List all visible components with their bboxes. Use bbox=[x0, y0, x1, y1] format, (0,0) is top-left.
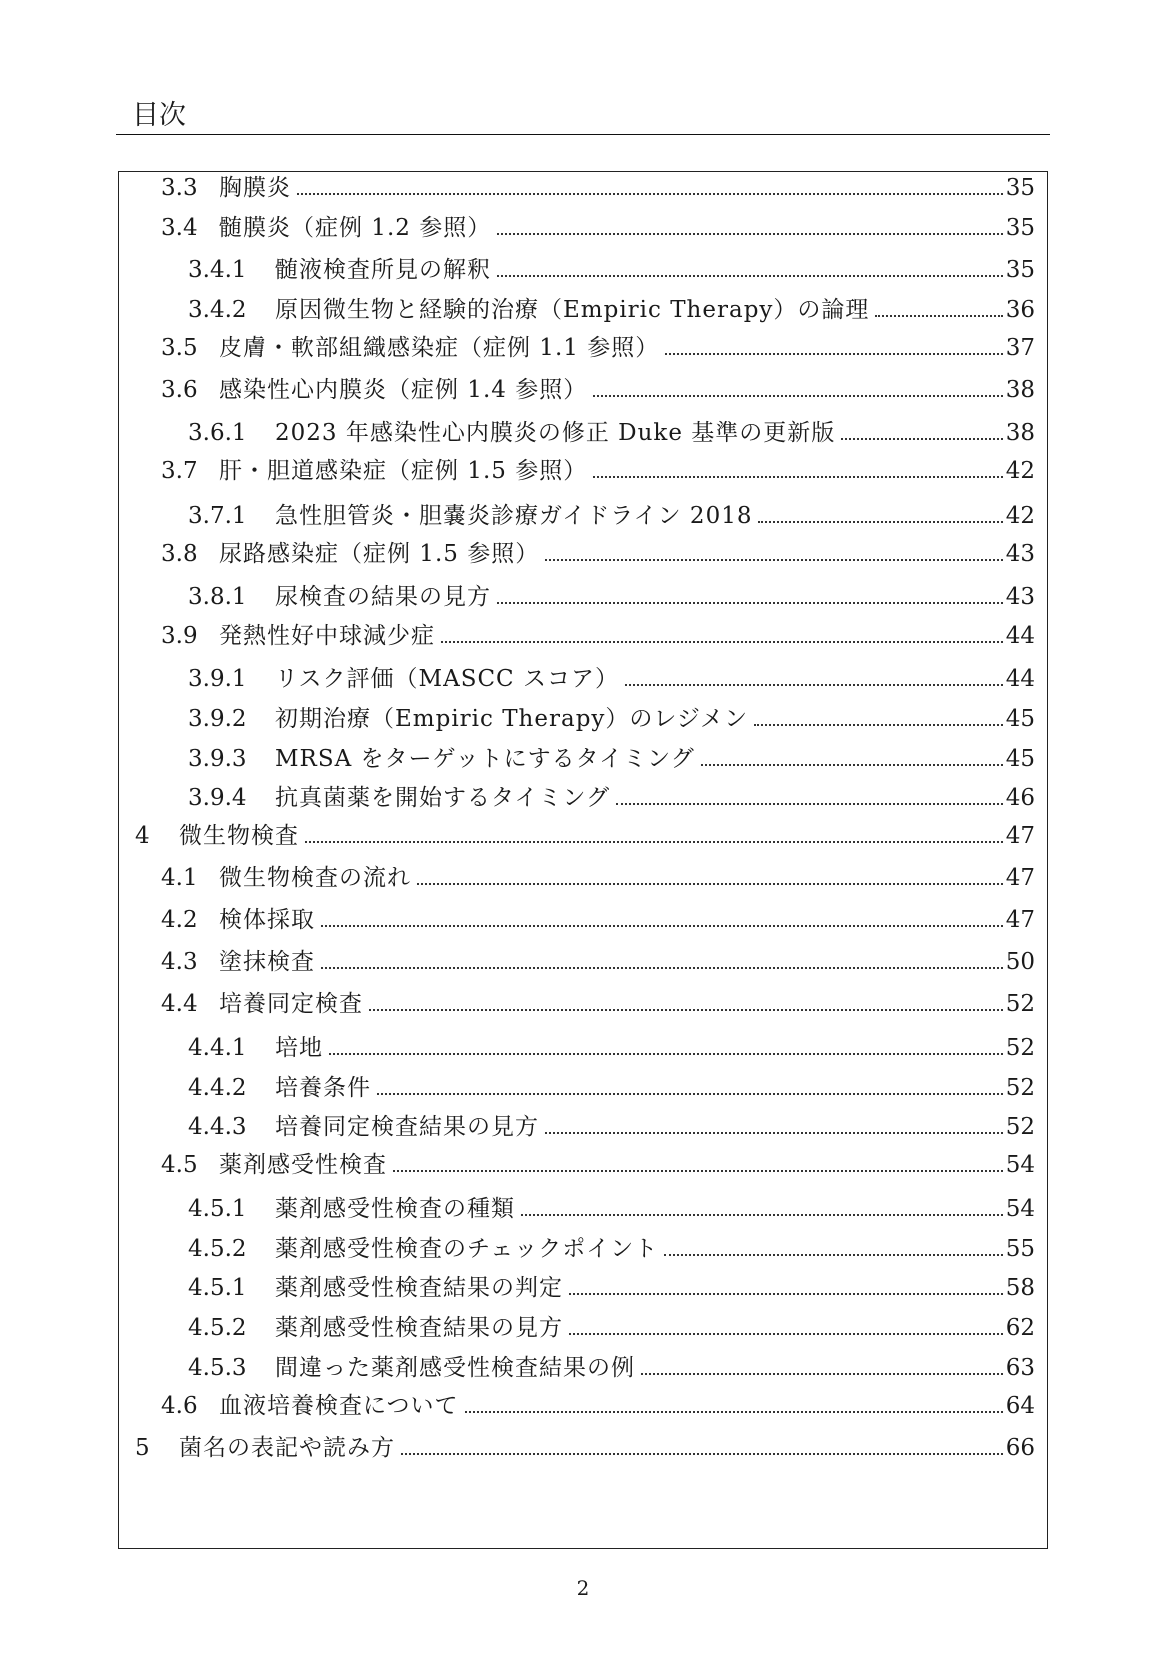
toc-entry-page: 63 bbox=[1005, 1355, 1035, 1381]
toc-entry-title: 培養条件 bbox=[275, 1075, 371, 1101]
toc-entry[interactable] bbox=[119, 663, 1047, 695]
toc-entry-number: 4.5 bbox=[161, 1152, 198, 1178]
toc-entry-page: 62 bbox=[1005, 1315, 1035, 1341]
toc-entry-title: 薬剤感受性検査の種類 bbox=[275, 1196, 515, 1222]
toc-entry-title: 発熱性好中球減少症 bbox=[219, 623, 435, 649]
toc-entry-title: 抗真菌薬を開始するタイミング bbox=[275, 785, 611, 811]
toc-entry[interactable] bbox=[119, 1032, 1047, 1064]
toc-entry[interactable] bbox=[119, 1111, 1047, 1143]
toc-entry-title: 尿路感染症（症例 1.5 参照） bbox=[219, 541, 540, 567]
toc-entry-page: 64 bbox=[1005, 1393, 1035, 1419]
toc-entry[interactable] bbox=[119, 988, 1047, 1020]
leader-dots bbox=[616, 803, 1003, 805]
toc-entry-page: 46 bbox=[1005, 785, 1035, 811]
toc-entry-title: 塗抹検査 bbox=[219, 949, 315, 975]
leader-dots bbox=[701, 764, 1003, 766]
toc-entry[interactable] bbox=[119, 294, 1047, 326]
toc-entry-number: 4.2 bbox=[161, 907, 198, 933]
leader-dots bbox=[393, 1170, 1003, 1172]
toc-entry-number: 3.9.1 bbox=[188, 666, 247, 692]
toc-box bbox=[118, 171, 1048, 1549]
leader-dots bbox=[665, 353, 1003, 355]
toc-entry[interactable] bbox=[119, 946, 1047, 978]
toc-entry-page: 35 bbox=[1005, 215, 1035, 241]
toc-entry[interactable] bbox=[119, 620, 1047, 652]
toc-entry-title: 間違った薬剤感受性検査結果の例 bbox=[275, 1355, 635, 1381]
toc-entry-title: 髄液検査所見の解釈 bbox=[275, 257, 491, 283]
leader-dots bbox=[497, 602, 1003, 604]
toc-entry[interactable] bbox=[119, 500, 1047, 532]
toc-entry-title: 培養同定検査 bbox=[219, 991, 363, 1017]
leader-dots bbox=[329, 1053, 1003, 1055]
toc-entry-title: 原因微生物と経験的治療（Empiric Therapy）の論理 bbox=[275, 297, 870, 323]
toc-entry[interactable] bbox=[119, 904, 1047, 936]
leader-dots bbox=[465, 1411, 1003, 1413]
toc-entry-page: 36 bbox=[1005, 297, 1035, 323]
toc-entry[interactable] bbox=[119, 1432, 1047, 1464]
leader-dots bbox=[593, 476, 1003, 478]
toc-entry-number: 3.6.1 bbox=[188, 420, 247, 446]
toc-entry-page: 47 bbox=[1005, 823, 1035, 849]
toc-entry-page: 54 bbox=[1005, 1196, 1035, 1222]
toc-entry[interactable] bbox=[119, 1233, 1047, 1265]
leader-dots bbox=[841, 438, 1002, 440]
toc-entry-title: 薬剤感受性検査結果の見方 bbox=[275, 1315, 563, 1341]
toc-entry[interactable] bbox=[119, 172, 1047, 204]
toc-entry-number: 3.4.2 bbox=[188, 297, 247, 323]
toc-entry[interactable] bbox=[119, 820, 1047, 852]
toc-entry-page: 43 bbox=[1005, 584, 1035, 610]
toc-entry-number: 3.9.2 bbox=[188, 706, 247, 732]
toc-entry-page: 45 bbox=[1005, 706, 1035, 732]
toc-entry-page: 47 bbox=[1005, 907, 1035, 933]
leader-dots bbox=[441, 641, 1003, 643]
toc-entry-number: 4.5.1 bbox=[188, 1275, 247, 1301]
toc-entry-number: 4.6 bbox=[161, 1393, 198, 1419]
toc-entry-number: 4 bbox=[135, 823, 150, 849]
toc-entry-number: 3.9 bbox=[161, 623, 198, 649]
toc-entry-page: 38 bbox=[1005, 420, 1035, 446]
toc-entry[interactable] bbox=[119, 538, 1047, 570]
toc-entry-number: 4.4.3 bbox=[188, 1114, 247, 1140]
toc-entry-number: 4.5.2 bbox=[188, 1315, 247, 1341]
toc-entry[interactable] bbox=[119, 782, 1047, 814]
leader-dots bbox=[569, 1293, 1003, 1295]
toc-entry-page: 43 bbox=[1005, 541, 1035, 567]
toc-entry-title: 薬剤感受性検査 bbox=[219, 1152, 387, 1178]
toc-entry-page: 37 bbox=[1005, 335, 1035, 361]
toc-entry[interactable] bbox=[119, 1149, 1047, 1181]
toc-entry[interactable] bbox=[119, 703, 1047, 735]
toc-entry-number: 3.4.1 bbox=[188, 257, 247, 283]
toc-entry[interactable] bbox=[119, 1272, 1047, 1304]
toc-entry-page: 55 bbox=[1005, 1236, 1035, 1262]
toc-entry-page: 52 bbox=[1005, 1075, 1035, 1101]
leader-dots bbox=[321, 967, 1003, 969]
toc-entry-number: 3.6 bbox=[161, 377, 198, 403]
leader-dots bbox=[664, 1254, 1002, 1256]
toc-entry-page: 58 bbox=[1005, 1275, 1035, 1301]
leader-dots bbox=[305, 841, 1003, 843]
leader-dots bbox=[545, 1132, 1003, 1134]
toc-entry-page: 44 bbox=[1005, 623, 1035, 649]
leader-dots bbox=[521, 1214, 1003, 1216]
leader-dots bbox=[754, 724, 1003, 726]
toc-entry[interactable] bbox=[119, 374, 1047, 406]
toc-entry[interactable] bbox=[119, 581, 1047, 613]
toc-entry-page: 38 bbox=[1005, 377, 1035, 403]
toc-entry-page: 42 bbox=[1005, 458, 1035, 484]
toc-entry-number: 3.5 bbox=[161, 335, 198, 361]
toc-entry-number: 4.5.3 bbox=[188, 1355, 247, 1381]
toc-entry-title: 胸膜炎 bbox=[219, 175, 291, 201]
leader-dots bbox=[758, 521, 1002, 523]
toc-entry-page: 52 bbox=[1005, 1035, 1035, 1061]
toc-entry-title: 急性胆管炎・胆嚢炎診療ガイドライン 2018 bbox=[275, 503, 753, 529]
toc-entry[interactable] bbox=[119, 417, 1047, 449]
toc-entry-title: 微生物検査の流れ bbox=[219, 865, 411, 891]
toc-entry-page: 52 bbox=[1005, 991, 1035, 1017]
toc-entry-title: 血液培養検査について bbox=[219, 1393, 459, 1419]
page-title: 目次 bbox=[132, 100, 186, 131]
toc-entry-title: 肝・胆道感染症（症例 1.5 参照） bbox=[219, 458, 588, 484]
leader-dots bbox=[401, 1453, 1003, 1455]
toc-entry-number: 3.9.3 bbox=[188, 746, 247, 772]
toc-entry-number: 3.4 bbox=[161, 215, 198, 241]
toc-entry[interactable] bbox=[119, 254, 1047, 286]
toc-entry-title: 髄膜炎（症例 1.2 参照） bbox=[219, 215, 492, 241]
toc-entry-page: 66 bbox=[1005, 1435, 1035, 1461]
leader-dots bbox=[875, 315, 1002, 317]
toc-entry-number: 3.7 bbox=[161, 458, 198, 484]
toc-entry-title: 培養同定検査結果の見方 bbox=[275, 1114, 539, 1140]
leader-dots bbox=[297, 193, 1003, 195]
toc-entry-number: 3.8 bbox=[161, 541, 198, 567]
toc-entry[interactable] bbox=[119, 455, 1047, 487]
toc-entry-page: 35 bbox=[1005, 175, 1035, 201]
leader-dots bbox=[641, 1373, 1003, 1375]
toc-entry-title: 培地 bbox=[275, 1035, 323, 1061]
toc-entry[interactable] bbox=[119, 1193, 1047, 1225]
leader-dots bbox=[593, 395, 1003, 397]
toc-entry-title: 菌名の表記や読み方 bbox=[179, 1435, 395, 1461]
toc-entry-title: 薬剤感受性検査のチェックポイント bbox=[275, 1236, 659, 1262]
toc-entry-number: 3.3 bbox=[161, 175, 198, 201]
toc-entry-page: 45 bbox=[1005, 746, 1035, 772]
leader-dots bbox=[321, 925, 1003, 927]
toc-entry-title: 薬剤感受性検査結果の判定 bbox=[275, 1275, 563, 1301]
toc-entry-number: 4.5.1 bbox=[188, 1196, 247, 1222]
toc-entry-number: 4.3 bbox=[161, 949, 198, 975]
toc-entry-title: 感染性心内膜炎（症例 1.4 参照） bbox=[219, 377, 588, 403]
toc-entry-title: 初期治療（Empiric Therapy）のレジメン bbox=[275, 706, 749, 732]
toc-entry[interactable] bbox=[119, 332, 1047, 364]
toc-entry-page: 42 bbox=[1005, 503, 1035, 529]
toc-entry[interactable] bbox=[119, 1352, 1047, 1384]
toc-entry-page: 44 bbox=[1005, 666, 1035, 692]
leader-dots bbox=[497, 275, 1003, 277]
leader-dots bbox=[369, 1009, 1003, 1011]
toc-entry-number: 4.4 bbox=[161, 991, 198, 1017]
toc-entry[interactable] bbox=[119, 1072, 1047, 1104]
toc-entry-title: 微生物検査 bbox=[179, 823, 299, 849]
toc-entry-number: 3.8.1 bbox=[188, 584, 247, 610]
toc-entry-number: 5 bbox=[135, 1435, 150, 1461]
leader-dots bbox=[569, 1333, 1003, 1335]
toc-entry[interactable] bbox=[119, 212, 1047, 244]
toc-entry-title: 尿検査の結果の見方 bbox=[275, 584, 491, 610]
toc-entry-page: 54 bbox=[1005, 1152, 1035, 1178]
page-number: 2 bbox=[576, 1576, 590, 1600]
toc-entry[interactable] bbox=[119, 862, 1047, 894]
leader-dots bbox=[377, 1093, 1003, 1095]
leader-dots bbox=[625, 684, 1003, 686]
toc-entry-number: 3.9.4 bbox=[188, 785, 247, 811]
toc-entry-title: 2023 年感染性心内膜炎の修正 Duke 基準の更新版 bbox=[275, 420, 836, 446]
toc-entry-number: 4.5.2 bbox=[188, 1236, 247, 1262]
toc-entry-page: 50 bbox=[1005, 949, 1035, 975]
toc-entry-page: 52 bbox=[1005, 1114, 1035, 1140]
leader-dots bbox=[417, 883, 1003, 885]
toc-entry[interactable] bbox=[119, 1312, 1047, 1344]
leader-dots bbox=[545, 559, 1003, 561]
toc-entry-number: 3.7.1 bbox=[188, 503, 247, 529]
title-underline bbox=[116, 134, 1050, 135]
toc-entry-title: リスク評価（MASCC スコア） bbox=[275, 666, 619, 692]
toc-entry[interactable] bbox=[119, 1390, 1047, 1422]
toc-entry-title: 検体採取 bbox=[219, 907, 315, 933]
toc-entry-number: 4.4.1 bbox=[188, 1035, 247, 1061]
toc-entry-title: MRSA をターゲットにするタイミング bbox=[275, 746, 695, 772]
toc-entry-title: 皮膚・軟部組織感染症（症例 1.1 参照） bbox=[219, 335, 660, 361]
toc-entry-number: 4.1 bbox=[161, 865, 198, 891]
toc-entry-page: 47 bbox=[1005, 865, 1035, 891]
toc-entry-number: 4.4.2 bbox=[188, 1075, 247, 1101]
toc-entry[interactable] bbox=[119, 743, 1047, 775]
toc-entry-page: 35 bbox=[1005, 257, 1035, 283]
leader-dots bbox=[497, 233, 1003, 235]
